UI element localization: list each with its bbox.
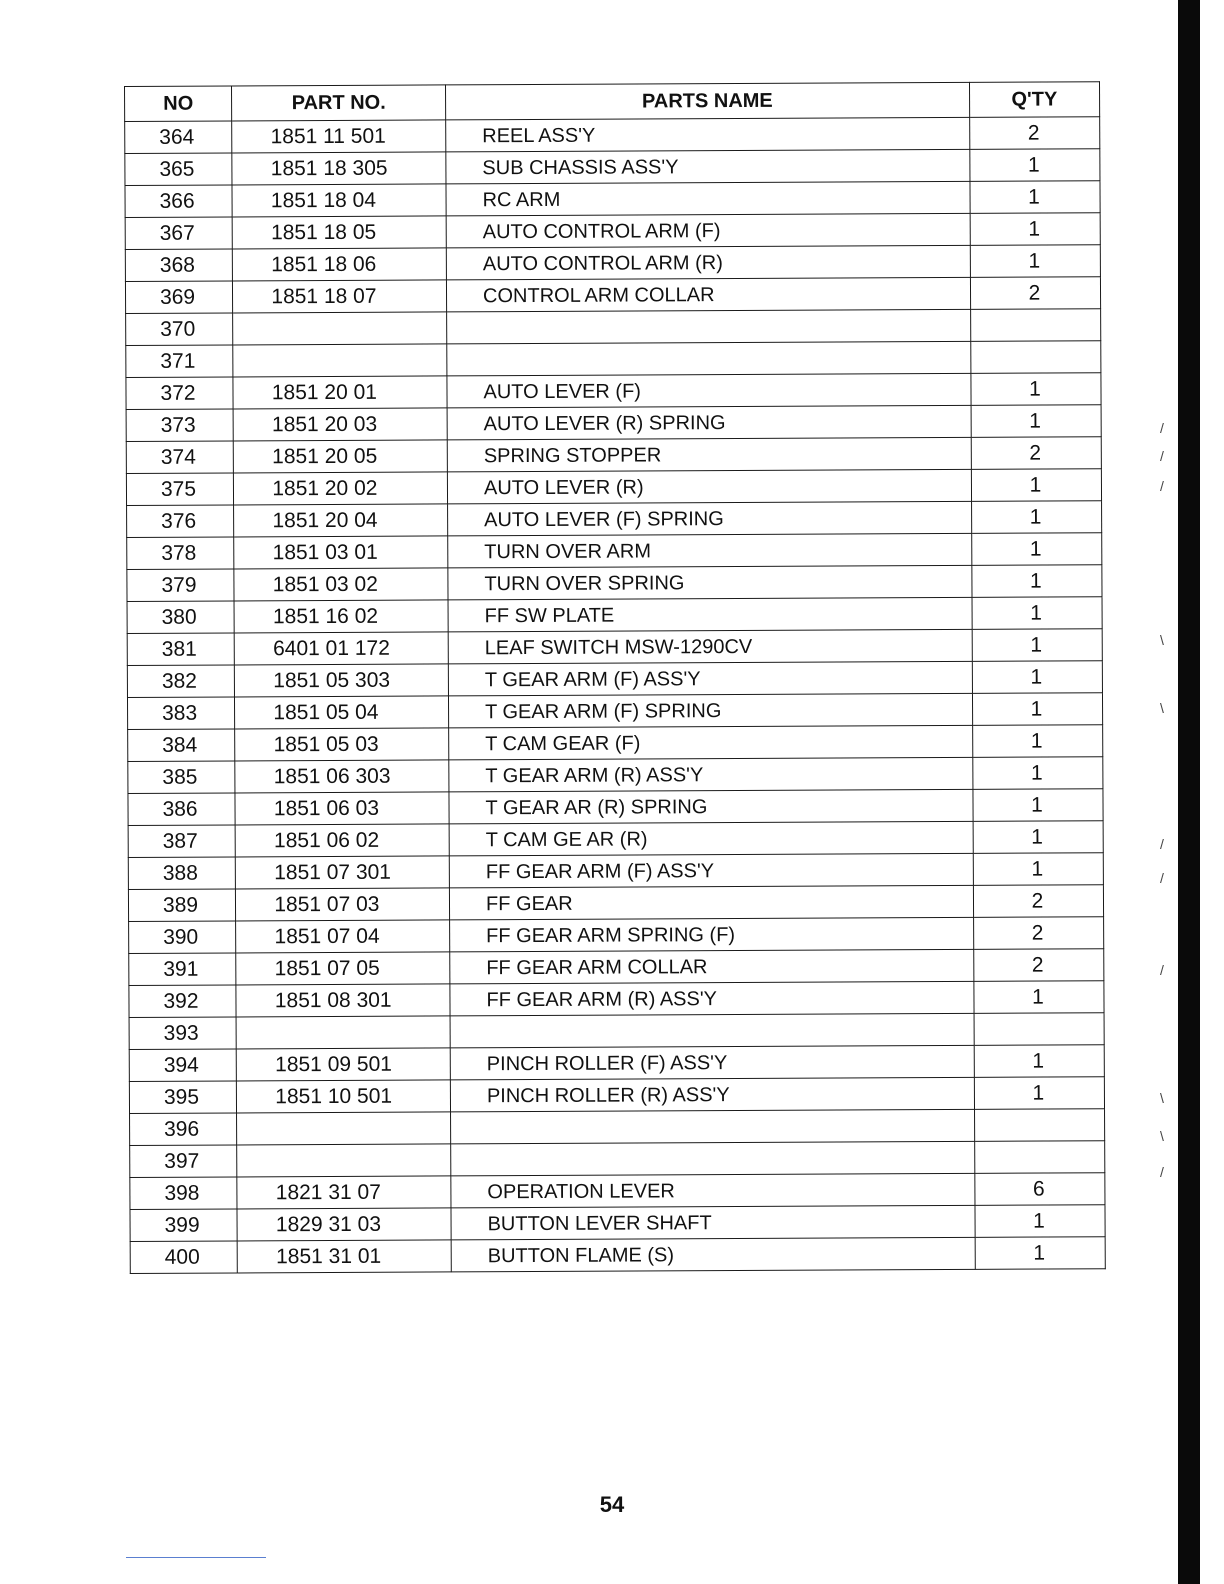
- cell-qty: [970, 341, 1101, 374]
- cell-parts-name: FF GEAR ARM (R) ASS'Y: [450, 981, 974, 1016]
- cell-parts-name: [451, 1141, 975, 1176]
- cell-qty: 1: [969, 149, 1100, 182]
- cell-part-no: 1851 11 501: [232, 120, 446, 153]
- cell-parts-name: PINCH ROLLER (R) ASS'Y: [450, 1077, 974, 1112]
- cell-qty: 1: [975, 1205, 1106, 1238]
- cell-no: 376: [127, 505, 234, 538]
- cell-part-no: 1851 07 05: [236, 952, 450, 985]
- cell-qty: 1: [970, 245, 1101, 278]
- cell-parts-name: BUTTON LEVER SHAFT: [451, 1205, 975, 1240]
- cell-part-no: 1851 09 501: [237, 1048, 451, 1081]
- cell-qty: 1: [973, 789, 1104, 822]
- cell-part-no: 1851 06 03: [235, 792, 449, 825]
- cell-parts-name: T GEAR ARM (F) ASS'Y: [448, 661, 972, 696]
- cell-no: 391: [129, 953, 236, 986]
- cell-no: 398: [130, 1177, 237, 1210]
- cell-parts-name: REEL ASS'Y: [446, 117, 970, 152]
- table-row: [126, 373, 1101, 410]
- cell-qty: 1: [973, 981, 1104, 1014]
- cell-qty: 1: [971, 373, 1102, 406]
- table-row: [125, 277, 1100, 314]
- cell-qty: 1: [975, 1237, 1106, 1270]
- cell-part-no: 1851 07 03: [236, 888, 450, 921]
- cell-qty: 1: [973, 853, 1104, 886]
- table-row: [129, 1013, 1104, 1050]
- cell-parts-name: TURN OVER ARM: [448, 533, 972, 568]
- cell-qty: 1: [971, 565, 1102, 598]
- cell-qty: [974, 1109, 1105, 1142]
- cell-qty: 2: [969, 117, 1100, 150]
- cell-parts-name: AUTO LEVER (F): [447, 373, 971, 408]
- margin-marks: / / / \ \ / / / \ \ /: [1160, 420, 1164, 1180]
- cell-no: 371: [126, 345, 233, 378]
- table-row: [125, 245, 1100, 282]
- cell-qty: 2: [970, 277, 1101, 310]
- cell-parts-name: FF GEAR ARM SPRING (F): [450, 917, 974, 952]
- cell-part-no: 1851 31 01: [237, 1240, 451, 1273]
- table-row: [127, 501, 1102, 538]
- table-row: [128, 757, 1103, 794]
- parts-table-body: [125, 117, 1106, 1274]
- cell-qty: 1: [970, 181, 1101, 214]
- cell-part-no: 6401 01 172: [235, 632, 449, 665]
- table-row: [128, 789, 1103, 826]
- cell-qty: 1: [972, 757, 1103, 790]
- cell-qty: 1: [972, 693, 1103, 726]
- cell-no: 370: [126, 313, 233, 346]
- cell-parts-name: AUTO LEVER (R) SPRING: [447, 405, 971, 440]
- cell-qty: 1: [972, 661, 1103, 694]
- cell-no: 400: [130, 1241, 237, 1274]
- cell-qty: 1: [972, 725, 1103, 758]
- cell-part-no: 1851 05 04: [235, 696, 449, 729]
- cell-part-no: [236, 1016, 450, 1049]
- cell-no: 381: [127, 633, 234, 666]
- cell-qty: 1: [971, 501, 1102, 534]
- cell-parts-name: CONTROL ARM COLLAR: [446, 277, 970, 312]
- cell-no: 368: [125, 249, 232, 282]
- cell-part-no: 1851 18 305: [232, 152, 446, 185]
- cell-parts-name: PINCH ROLLER (F) ASS'Y: [450, 1045, 974, 1080]
- cell-no: 367: [125, 217, 232, 250]
- cell-no: 384: [128, 729, 235, 762]
- cell-qty: 2: [973, 885, 1104, 918]
- cell-part-no: 1851 18 04: [232, 184, 446, 217]
- cell-qty: 1: [972, 597, 1103, 630]
- cell-qty: 1: [971, 469, 1102, 502]
- cell-no: 375: [126, 473, 233, 506]
- table-row: [126, 341, 1101, 378]
- table-row: [130, 1237, 1105, 1274]
- cell-parts-name: AUTO LEVER (F) SPRING: [448, 501, 972, 536]
- table-row: [125, 213, 1100, 250]
- cell-no: 390: [129, 921, 236, 954]
- cell-part-no: 1851 05 03: [235, 728, 449, 761]
- cell-parts-name: RC ARM: [446, 181, 970, 216]
- table-row: [127, 629, 1102, 666]
- table-row: [128, 725, 1103, 762]
- cell-no: 392: [129, 985, 236, 1018]
- table-row: [129, 917, 1104, 954]
- cell-part-no: 1851 16 02: [234, 600, 448, 633]
- cell-parts-name: AUTO CONTROL ARM (R): [446, 245, 970, 280]
- header-parts-name: PARTS NAME: [445, 82, 969, 120]
- cell-qty: 2: [973, 917, 1104, 950]
- cell-part-no: [233, 344, 447, 377]
- scan-edge-bar: [1178, 0, 1200, 1584]
- cell-parts-name: AUTO CONTROL ARM (F): [446, 213, 970, 248]
- cell-no: 397: [130, 1145, 237, 1178]
- cell-qty: 1: [972, 629, 1103, 662]
- cell-parts-name: SPRING STOPPER: [447, 437, 971, 472]
- cell-part-no: [237, 1112, 451, 1145]
- cell-parts-name: T CAM GEAR (F): [449, 725, 973, 760]
- cell-qty: 1: [973, 821, 1104, 854]
- cell-part-no: 1851 10 501: [237, 1080, 451, 1113]
- table-row: [130, 1141, 1105, 1178]
- cell-qty: 1: [970, 213, 1101, 246]
- cell-part-no: [237, 1144, 451, 1177]
- cell-no: 399: [130, 1209, 237, 1242]
- cell-part-no: 1851 18 05: [232, 216, 446, 249]
- cell-part-no: 1851 06 303: [235, 760, 449, 793]
- table-row: [126, 309, 1101, 346]
- cell-parts-name: [450, 1013, 974, 1048]
- cell-parts-name: T GEAR ARM (R) ASS'Y: [449, 757, 973, 792]
- cell-parts-name: OPERATION LEVER: [451, 1173, 975, 1208]
- table-row: [130, 1173, 1105, 1210]
- table-row: [128, 853, 1103, 890]
- header-part-no: PART NO.: [232, 85, 446, 121]
- table-row: [125, 181, 1100, 218]
- cell-part-no: 1851 05 303: [235, 664, 449, 697]
- cell-part-no: 1851 07 301: [236, 856, 450, 889]
- cell-no: 383: [127, 697, 234, 730]
- cell-qty: 2: [973, 949, 1104, 982]
- table-row: [127, 533, 1102, 570]
- cell-parts-name: [451, 1109, 975, 1144]
- cell-part-no: 1851 20 03: [233, 408, 447, 441]
- table-row: [126, 437, 1101, 474]
- cell-no: 385: [128, 761, 235, 794]
- cell-parts-name: FF GEAR ARM (F) ASS'Y: [449, 853, 973, 888]
- cell-part-no: 1851 07 04: [236, 920, 450, 953]
- cell-no: 387: [128, 825, 235, 858]
- cell-part-no: 1851 06 02: [235, 824, 449, 857]
- cell-parts-name: LEAF SWITCH MSW-1290CV: [448, 629, 972, 664]
- cell-parts-name: FF SW PLATE: [448, 597, 972, 632]
- cell-part-no: 1851 18 07: [233, 280, 447, 313]
- table-row: [126, 405, 1101, 442]
- cell-parts-name: BUTTON FLAME (S): [451, 1237, 975, 1272]
- header-no: NO: [125, 86, 232, 122]
- cell-no: 386: [128, 793, 235, 826]
- cell-no: 382: [127, 665, 234, 698]
- cell-parts-name: SUB CHASSIS ASS'Y: [446, 149, 970, 184]
- cell-parts-name: [447, 309, 971, 344]
- cell-part-no: 1851 20 02: [234, 472, 448, 505]
- cell-qty: [970, 309, 1101, 342]
- cell-qty: 1: [971, 533, 1102, 566]
- table-row: [130, 1205, 1105, 1242]
- cell-no: 393: [129, 1017, 236, 1050]
- cell-part-no: 1851 18 06: [233, 248, 447, 281]
- cell-no: 396: [130, 1113, 237, 1146]
- cell-qty: [974, 1013, 1105, 1046]
- table-row: [125, 149, 1100, 186]
- cell-no: 365: [125, 153, 232, 186]
- table-row: [129, 1077, 1104, 1114]
- cell-part-no: 1821 31 07: [237, 1176, 451, 1209]
- cell-no: 394: [129, 1049, 236, 1082]
- cell-part-no: 1851 03 01: [234, 536, 448, 569]
- table-header-row: [125, 82, 1100, 122]
- table-row: [127, 565, 1102, 602]
- cell-no: 364: [125, 121, 232, 154]
- table-row: [129, 949, 1104, 986]
- cell-part-no: [233, 312, 447, 345]
- cell-part-no: 1851 20 05: [234, 440, 448, 473]
- cell-qty: 1: [971, 405, 1102, 438]
- cell-no: 373: [126, 409, 233, 442]
- table-row: [128, 885, 1103, 922]
- cell-no: 366: [125, 185, 232, 218]
- cell-part-no: 1851 20 04: [234, 504, 448, 537]
- cell-parts-name: TURN OVER SPRING: [448, 565, 972, 600]
- table-row: [127, 661, 1102, 698]
- cell-part-no: 1851 08 301: [236, 984, 450, 1017]
- cell-no: 388: [128, 857, 235, 890]
- table-row: [130, 1109, 1105, 1146]
- cell-no: 374: [126, 441, 233, 474]
- cell-qty: 1: [974, 1077, 1105, 1110]
- cell-parts-name: AUTO LEVER (R): [447, 469, 971, 504]
- cell-qty: 2: [971, 437, 1102, 470]
- cell-no: 369: [125, 281, 232, 314]
- table-row: [128, 821, 1103, 858]
- cell-parts-name: T GEAR ARM (F) SPRING: [448, 693, 972, 728]
- table-row: [127, 597, 1102, 634]
- scan-rule-line: [126, 1557, 266, 1558]
- cell-part-no: 1829 31 03: [237, 1208, 451, 1241]
- table-row: [125, 117, 1100, 154]
- table-row: [127, 693, 1102, 730]
- cell-part-no: 1851 20 01: [233, 376, 447, 409]
- table-row: [129, 1045, 1104, 1082]
- cell-parts-name: [447, 341, 971, 376]
- cell-no: 389: [128, 889, 235, 922]
- cell-qty: 6: [974, 1173, 1105, 1206]
- cell-qty: 1: [974, 1045, 1105, 1078]
- cell-part-no: 1851 03 02: [234, 568, 448, 601]
- table-row: [126, 469, 1101, 506]
- cell-no: 372: [126, 377, 233, 410]
- cell-parts-name: T GEAR AR (R) SPRING: [449, 789, 973, 824]
- cell-no: 380: [127, 601, 234, 634]
- parts-table: [124, 81, 1106, 1274]
- cell-parts-name: FF GEAR: [449, 885, 973, 920]
- header-qty: Q'TY: [969, 82, 1100, 118]
- cell-no: 378: [127, 537, 234, 570]
- cell-qty: [974, 1141, 1105, 1174]
- cell-no: 395: [129, 1081, 236, 1114]
- cell-parts-name: T CAM GE AR (R): [449, 821, 973, 856]
- cell-parts-name: FF GEAR ARM COLLAR: [450, 949, 974, 984]
- table-row: [129, 981, 1104, 1018]
- page-number: 54: [599, 1492, 625, 1517]
- cell-no: 379: [127, 569, 234, 602]
